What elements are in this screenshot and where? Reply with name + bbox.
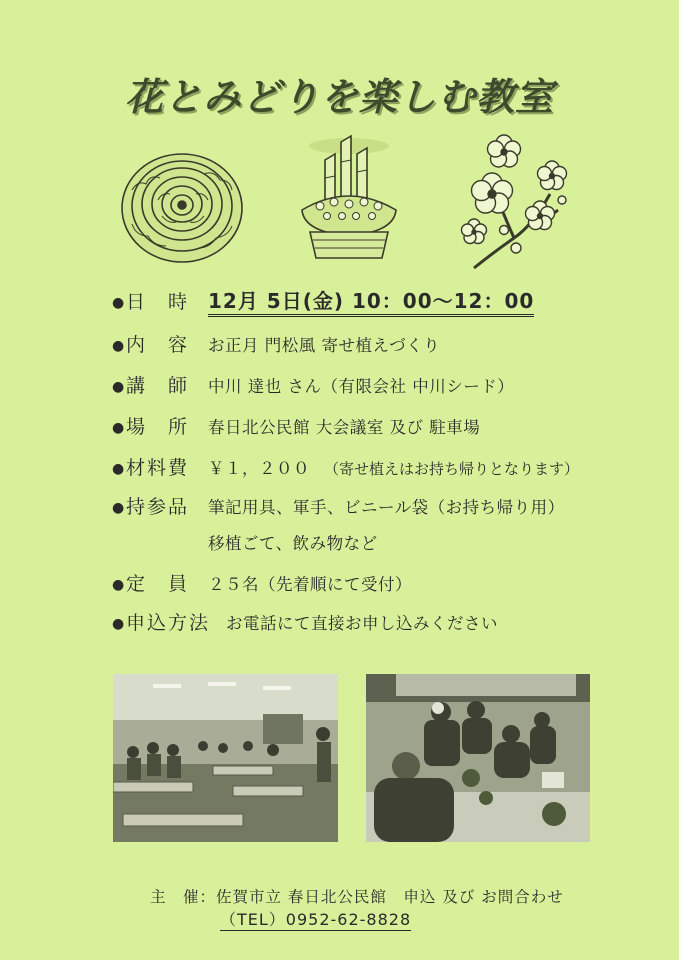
bullet: ● (112, 295, 125, 311)
apply-row (112, 608, 498, 635)
bullet: ● (112, 379, 125, 395)
venue-row (112, 412, 480, 439)
capacity-value: ２５名（先着順にて受付） (208, 575, 412, 594)
bullet: ● (112, 338, 125, 354)
bullet: ● (112, 616, 125, 632)
content-value: お正月 門松風 寄せ植えづくり (208, 336, 441, 355)
date-value: 12月 5日(金) 10：00～12：00 (208, 289, 534, 317)
date-row (112, 285, 534, 314)
kadomatsu-icon (294, 132, 404, 266)
items-row (112, 492, 565, 519)
organizer-line: 主 催：佐賀市立 春日北公民館 申込 及び お問合わせ (150, 888, 564, 906)
venue-value: 春日北公民館 大会議室 及び 駐車場 (208, 418, 481, 437)
apply-label: 申込方法 (126, 612, 211, 634)
content-label: 内 容 (126, 334, 190, 356)
items-value-line1: 筆記用具、軍手、ビニール袋（お持ち帰り用） (208, 498, 565, 517)
tel-line: （TEL）0952-62-8828 (220, 907, 411, 931)
classroom-photo (113, 674, 338, 842)
apply-value: お電話にて直接お申し込みください (226, 614, 498, 633)
plum-blossom-icon (454, 130, 574, 272)
planting-photo (366, 674, 590, 842)
fee-row (112, 453, 579, 480)
instructor-row (112, 371, 514, 398)
cabbage-icon (118, 150, 246, 266)
fee-note: （寄せ植えはお持ち帰りとなります） (324, 460, 580, 478)
bullet: ● (112, 420, 125, 436)
fee-label: 材料費 (126, 457, 190, 479)
capacity-row (112, 569, 412, 596)
page-title: 花とみどりを楽しむ教室 (124, 75, 554, 119)
date-label: 日 時 (126, 291, 190, 313)
items-label: 持参品 (126, 496, 190, 518)
bullet: ● (112, 500, 125, 516)
instructor-value: 中川 達也 さん（有限会社 中川シード） (208, 377, 515, 396)
items-row-2 (208, 530, 378, 554)
venue-label: 場 所 (126, 416, 190, 438)
content-row (112, 330, 440, 357)
capacity-label: 定 員 (126, 573, 190, 595)
fee-value: ￥１，２００ (208, 459, 310, 478)
items-value-line2: 移植ごて、飲み物など (208, 534, 378, 553)
bullet: ● (112, 461, 125, 477)
bullet: ● (112, 577, 125, 593)
instructor-label: 講 師 (126, 375, 190, 397)
